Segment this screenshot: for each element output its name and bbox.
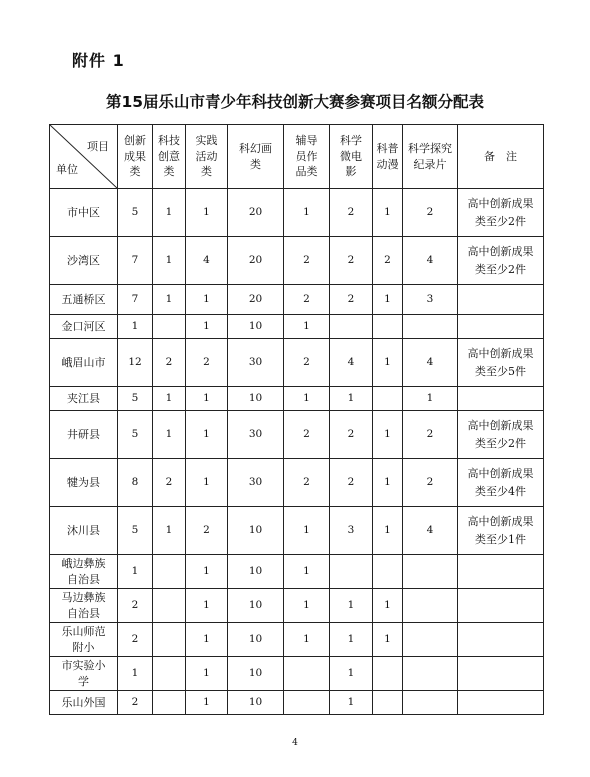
value-cell: 1 xyxy=(153,411,186,459)
value-cell: 2 xyxy=(330,459,373,507)
col-header: 科幻画类 xyxy=(228,125,284,189)
value-cell: 2 xyxy=(373,237,403,285)
unit-cell: 市实验小学 xyxy=(50,657,118,691)
value-cell: 4 xyxy=(186,237,228,285)
col-header: 科学探究纪录片 xyxy=(403,125,458,189)
value-cell: 2 xyxy=(330,411,373,459)
value-cell: 3 xyxy=(330,507,373,555)
value-cell: 7 xyxy=(118,237,153,285)
allocation-table xyxy=(49,124,544,715)
value-cell: 2 xyxy=(284,411,330,459)
unit-cell: 峨边彝族自治县 xyxy=(50,555,118,589)
value-cell: 1 xyxy=(330,657,373,691)
value-cell xyxy=(153,623,186,657)
value-cell: 10 xyxy=(228,555,284,589)
value-cell: 10 xyxy=(228,657,284,691)
value-cell: 1 xyxy=(186,285,228,315)
value-cell: 1 xyxy=(153,387,186,411)
value-cell: 1 xyxy=(373,589,403,623)
value-cell: 1 xyxy=(186,189,228,237)
value-cell xyxy=(403,315,458,339)
value-cell xyxy=(403,623,458,657)
value-cell: 10 xyxy=(228,507,284,555)
value-cell: 5 xyxy=(118,387,153,411)
col-header: 辅导员作品类 xyxy=(284,125,330,189)
value-cell: 7 xyxy=(118,285,153,315)
note-cell xyxy=(458,691,544,715)
table-row xyxy=(50,691,544,715)
value-cell: 1 xyxy=(186,411,228,459)
value-cell: 10 xyxy=(228,387,284,411)
value-cell: 1 xyxy=(186,691,228,715)
value-cell: 2 xyxy=(118,623,153,657)
value-cell: 5 xyxy=(118,189,153,237)
value-cell: 4 xyxy=(403,339,458,387)
value-cell: 20 xyxy=(228,189,284,237)
value-cell: 1 xyxy=(373,189,403,237)
value-cell: 1 xyxy=(330,623,373,657)
value-cell: 4 xyxy=(403,507,458,555)
value-cell: 2 xyxy=(284,285,330,315)
value-cell: 3 xyxy=(403,285,458,315)
value-cell: 2 xyxy=(403,459,458,507)
value-cell: 2 xyxy=(153,459,186,507)
unit-cell: 乐山外国 xyxy=(50,691,118,715)
value-cell: 5 xyxy=(118,507,153,555)
value-cell: 1 xyxy=(186,459,228,507)
value-cell: 4 xyxy=(403,237,458,285)
col-header: 科学微电影 xyxy=(330,125,373,189)
value-cell: 1 xyxy=(118,315,153,339)
value-cell: 10 xyxy=(228,315,284,339)
corner-label-project: 项目 xyxy=(87,140,109,153)
table-body xyxy=(50,189,544,715)
note-cell: 高中创新成果类至少2件 xyxy=(458,189,544,237)
value-cell: 1 xyxy=(186,623,228,657)
page-number: 4 xyxy=(292,738,298,748)
attachment-label: 附件 1 xyxy=(72,51,125,70)
value-cell: 2 xyxy=(330,285,373,315)
value-cell: 1 xyxy=(373,411,403,459)
value-cell xyxy=(373,657,403,691)
value-cell: 2 xyxy=(403,411,458,459)
col-header-note: 备 注 xyxy=(458,125,544,189)
table-row xyxy=(50,589,544,623)
value-cell: 2 xyxy=(118,589,153,623)
table-row xyxy=(50,189,544,237)
unit-cell: 夹江县 xyxy=(50,387,118,411)
col-header: 科普动漫 xyxy=(373,125,403,189)
value-cell: 2 xyxy=(330,237,373,285)
value-cell: 1 xyxy=(186,315,228,339)
value-cell: 4 xyxy=(330,339,373,387)
value-cell xyxy=(403,555,458,589)
value-cell: 10 xyxy=(228,691,284,715)
note-cell: 高中创新成果类至少2件 xyxy=(458,411,544,459)
header-corner-cell xyxy=(50,125,118,189)
note-cell xyxy=(458,285,544,315)
value-cell: 2 xyxy=(284,339,330,387)
note-cell xyxy=(458,315,544,339)
unit-cell: 犍为县 xyxy=(50,459,118,507)
value-cell: 2 xyxy=(284,237,330,285)
value-cell: 1 xyxy=(373,623,403,657)
value-cell xyxy=(284,657,330,691)
value-cell: 1 xyxy=(330,691,373,715)
note-cell: 高中创新成果类至少4件 xyxy=(458,459,544,507)
value-cell: 2 xyxy=(330,189,373,237)
note-cell: 高中创新成果类至少1件 xyxy=(458,507,544,555)
value-cell xyxy=(330,555,373,589)
value-cell xyxy=(330,315,373,339)
value-cell: 1 xyxy=(284,589,330,623)
value-cell: 1 xyxy=(373,285,403,315)
table-row xyxy=(50,237,544,285)
value-cell: 1 xyxy=(330,589,373,623)
unit-cell: 市中区 xyxy=(50,189,118,237)
value-cell: 1 xyxy=(284,507,330,555)
corner-label-unit: 单位 xyxy=(56,163,78,177)
value-cell: 1 xyxy=(284,623,330,657)
unit-cell: 沙湾区 xyxy=(50,237,118,285)
table-row xyxy=(50,387,544,411)
table-row xyxy=(50,411,544,459)
value-cell: 2 xyxy=(284,459,330,507)
value-cell: 10 xyxy=(228,623,284,657)
value-cell: 1 xyxy=(186,555,228,589)
note-cell: 高中创新成果类至少2件 xyxy=(458,237,544,285)
value-cell: 1 xyxy=(373,507,403,555)
value-cell xyxy=(153,589,186,623)
value-cell xyxy=(373,387,403,411)
value-cell: 1 xyxy=(186,387,228,411)
table-row xyxy=(50,339,544,387)
value-cell: 1 xyxy=(373,459,403,507)
table-row xyxy=(50,507,544,555)
value-cell: 1 xyxy=(153,507,186,555)
value-cell: 2 xyxy=(186,507,228,555)
value-cell: 2 xyxy=(403,189,458,237)
table-row xyxy=(50,315,544,339)
value-cell: 1 xyxy=(373,339,403,387)
value-cell: 20 xyxy=(228,237,284,285)
table-row xyxy=(50,555,544,589)
value-cell: 1 xyxy=(284,555,330,589)
unit-cell: 沐川县 xyxy=(50,507,118,555)
value-cell: 1 xyxy=(118,657,153,691)
value-cell: 5 xyxy=(118,411,153,459)
note-cell xyxy=(458,657,544,691)
value-cell: 1 xyxy=(284,189,330,237)
value-cell: 1 xyxy=(186,657,228,691)
col-header: 创新成果类 xyxy=(118,125,153,189)
value-cell: 1 xyxy=(186,589,228,623)
value-cell: 12 xyxy=(118,339,153,387)
value-cell: 1 xyxy=(284,315,330,339)
value-cell xyxy=(153,691,186,715)
value-cell: 30 xyxy=(228,459,284,507)
value-cell: 2 xyxy=(186,339,228,387)
value-cell xyxy=(403,589,458,623)
value-cell xyxy=(373,315,403,339)
value-cell xyxy=(153,315,186,339)
unit-cell: 峨眉山市 xyxy=(50,339,118,387)
value-cell xyxy=(403,691,458,715)
value-cell xyxy=(153,657,186,691)
value-cell: 1 xyxy=(153,189,186,237)
value-cell: 30 xyxy=(228,339,284,387)
unit-cell: 五通桥区 xyxy=(50,285,118,315)
table-row xyxy=(50,657,544,691)
value-cell: 1 xyxy=(284,387,330,411)
value-cell xyxy=(284,691,330,715)
table-row xyxy=(50,459,544,507)
note-cell xyxy=(458,623,544,657)
unit-cell: 乐山师范附小 xyxy=(50,623,118,657)
value-cell xyxy=(373,691,403,715)
value-cell: 8 xyxy=(118,459,153,507)
diagonal-divider xyxy=(50,125,117,188)
table-row xyxy=(50,623,544,657)
value-cell xyxy=(153,555,186,589)
value-cell: 30 xyxy=(228,411,284,459)
unit-cell: 马边彝族自治县 xyxy=(50,589,118,623)
value-cell: 2 xyxy=(153,339,186,387)
table-row xyxy=(50,285,544,315)
value-cell: 1 xyxy=(330,387,373,411)
col-header: 实践活动类 xyxy=(186,125,228,189)
value-cell: 20 xyxy=(228,285,284,315)
value-cell: 10 xyxy=(228,589,284,623)
unit-cell: 井研县 xyxy=(50,411,118,459)
value-cell: 1 xyxy=(153,237,186,285)
value-cell: 1 xyxy=(153,285,186,315)
unit-cell: 金口河区 xyxy=(50,315,118,339)
header-row xyxy=(50,125,544,189)
note-cell xyxy=(458,387,544,411)
value-cell: 1 xyxy=(118,555,153,589)
note-cell xyxy=(458,589,544,623)
value-cell xyxy=(403,657,458,691)
value-cell xyxy=(373,555,403,589)
document-title: 第15届乐山市青少年科技创新大赛参赛项目名额分配表 xyxy=(105,93,485,111)
value-cell: 1 xyxy=(403,387,458,411)
value-cell: 2 xyxy=(118,691,153,715)
note-cell: 高中创新成果类至少5件 xyxy=(458,339,544,387)
note-cell xyxy=(458,555,544,589)
col-header: 科技创意类 xyxy=(153,125,186,189)
